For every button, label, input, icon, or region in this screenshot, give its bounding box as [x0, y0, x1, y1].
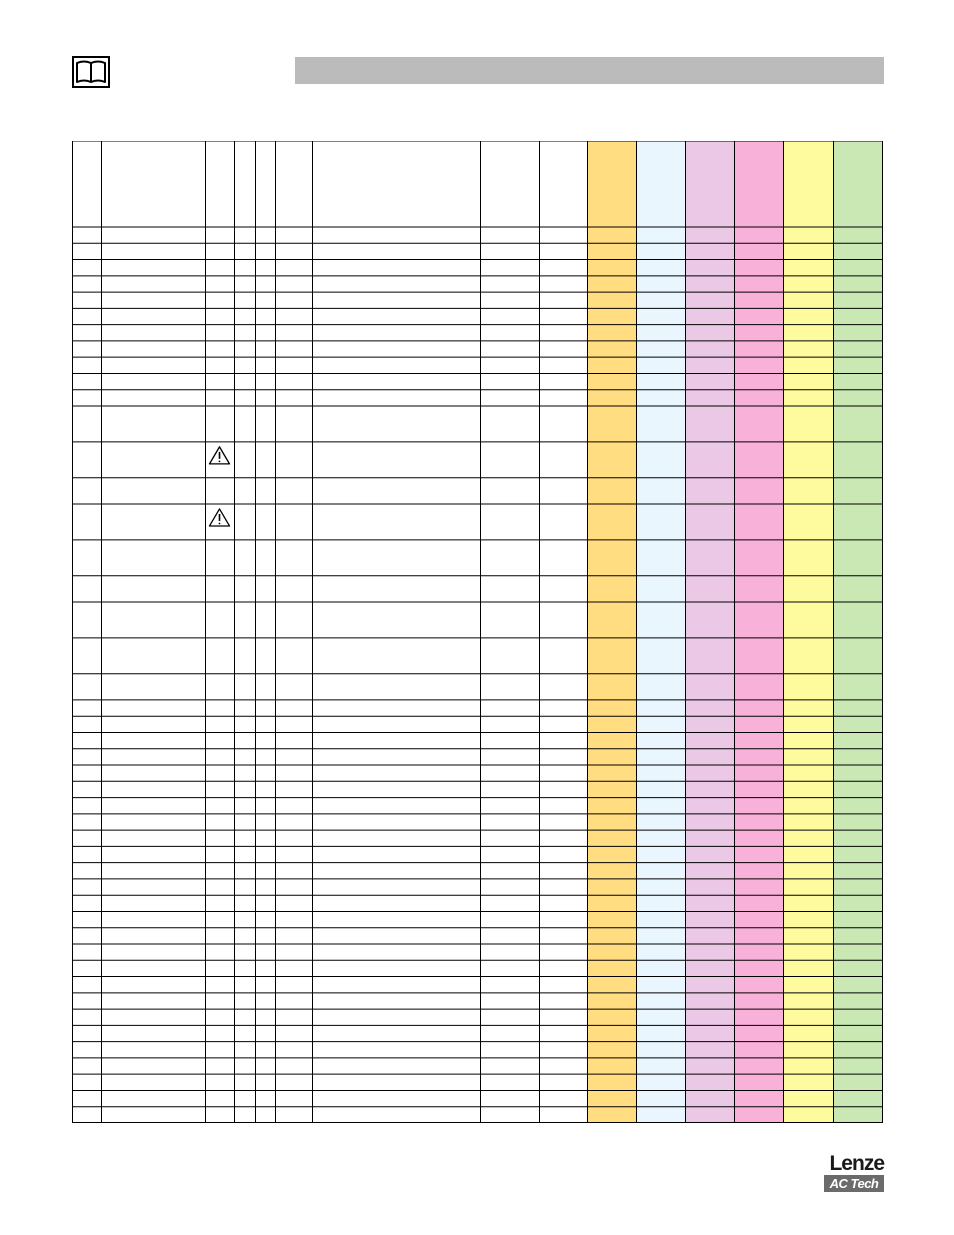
logo-sub: AC Tech: [824, 1175, 884, 1192]
logo-brand: Lenze: [829, 1152, 884, 1175]
color-band: [833, 141, 882, 1123]
warning-triangle-icon: [210, 447, 230, 464]
parameter-table: [72, 141, 884, 1123]
company-logo: [822, 1153, 886, 1195]
color-band: [685, 141, 734, 1123]
color-band: [783, 141, 833, 1123]
color-band: [636, 141, 685, 1123]
section-header-bar: [295, 57, 884, 84]
book-icon: [72, 56, 110, 88]
color-band: [587, 141, 636, 1123]
color-band: [734, 141, 783, 1123]
warning-triangle-icon: [210, 509, 230, 526]
